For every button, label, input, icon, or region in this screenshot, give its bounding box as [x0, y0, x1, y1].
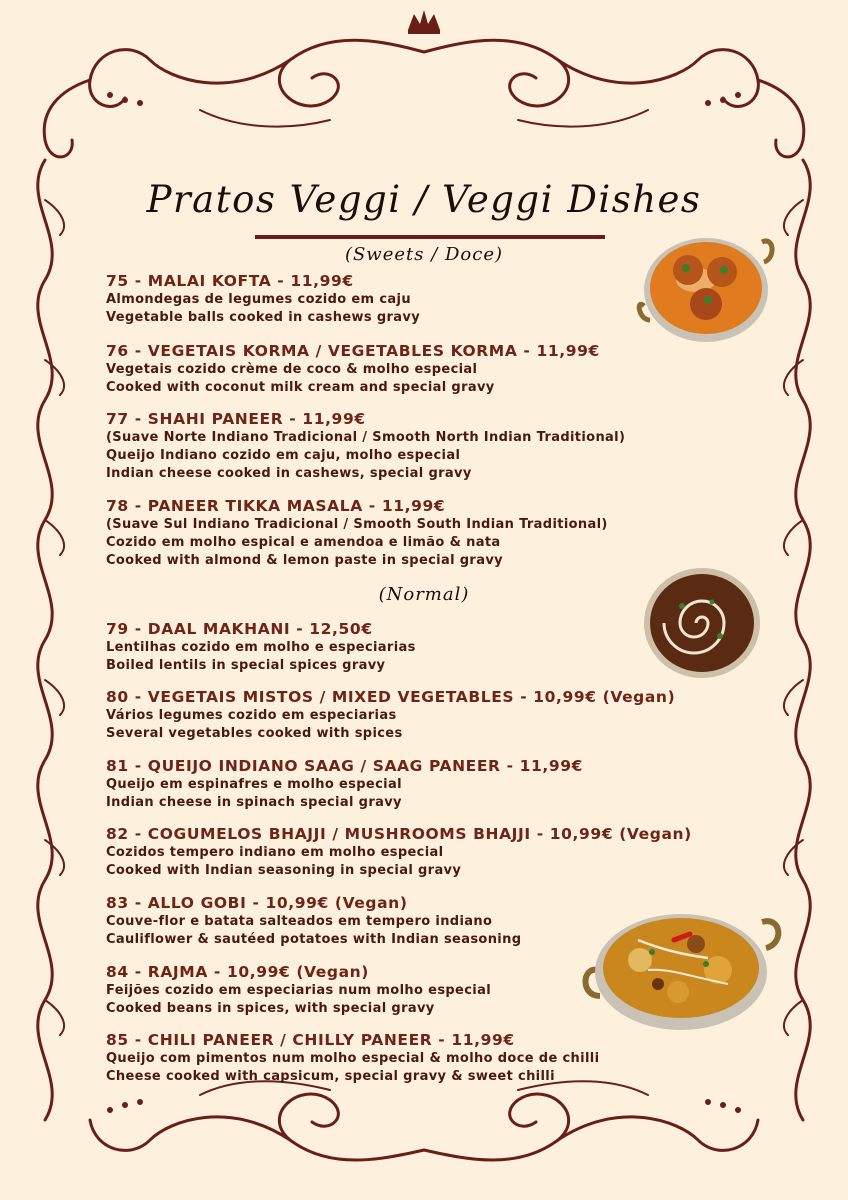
menu-item-description: Vegetais cozido crème de coco & molho especial [106, 362, 478, 377]
title-underline [255, 235, 605, 239]
menu-item-description: Cheese cooked with capsicum, special gravy & sweet chilli [106, 1069, 555, 1084]
menu-item-title: 80 - VEGETAIS MISTOS / MIXED VEGETABLES - 10,99€ (Vegan) [106, 688, 676, 706]
crown-ornament-icon [408, 10, 440, 34]
menu-item-title: 78 - PANEER TIKKA MASALA - 11,99€ [106, 497, 446, 515]
mixed-curry-dish-image [578, 900, 784, 1036]
menu-item [106, 497, 786, 570]
menu-item-description: Indian cheese in spinach special gravy [106, 795, 402, 810]
daal-makhani-dish-image [642, 566, 762, 680]
menu-item-description: Vegetable balls cooked in cashews gravy [106, 310, 421, 325]
menu-item-title: 75 - MALAI KOFTA - 11,99€ [106, 272, 354, 290]
menu-item-title: 77 - SHAHI PANEER - 11,99€ [106, 410, 366, 428]
malai-kofta-dish-image [636, 228, 776, 346]
menu-item-description: Cooked with almond & lemon paste in special gravy [106, 553, 503, 568]
menu-item-title: 85 - CHILI PANEER / CHILLY PANEER - 11,99€ [106, 1031, 515, 1049]
menu-item-description: Cooked beans in spices, with special gravy [106, 1001, 435, 1016]
section-label-normal: (Normal) [378, 584, 470, 605]
menu-item-title: 83 - ALLO GOBI - 10,99€ (Vegan) [106, 894, 408, 912]
menu-item-description: Cauliflower & sautéed potatoes with Indian seasoning [106, 932, 522, 947]
menu-item-description: Almondegas de legumes cozido em caju [106, 292, 411, 307]
menu-item-description: Cooked with Indian seasoning in special gravy [106, 863, 462, 878]
menu-item [106, 825, 786, 894]
menu-item-description: Several vegetables cooked with spices [106, 726, 403, 741]
menu-item-description: Lentilhas cozido em molho e especiarias [106, 640, 416, 655]
menu-item-description: Vários legumes cozido em especiarias [106, 708, 397, 723]
menu-item-description: Cooked with coconut milk cream and special gravy [106, 380, 495, 395]
menu-item-description: Cozido em molho espical e amendoa e limão & nata [106, 535, 501, 550]
menu-item-title: 84 - RAJMA - 10,99€ (Vegan) [106, 963, 369, 981]
menu-item [106, 1031, 786, 1086]
menu-item-description: Queijo Indiano cozido em caju, molho especial [106, 448, 461, 463]
menu-item-description: (Suave Norte Indiano Tradicional / Smooth North Indian Traditional) [106, 430, 626, 445]
menu-item-description: Cozidos tempero indiano em molho especial [106, 845, 444, 860]
menu-item-title: 79 - DAAL MAKHANI - 12,50€ [106, 620, 373, 638]
menu-item [106, 410, 786, 497]
menu-item-description: Indian cheese cooked in cashews, special gravy [106, 466, 472, 481]
menu-item-description: Couve-flor e batata salteados em tempero indiano [106, 914, 493, 929]
menu-item-description: (Suave Sul Indiano Tradicional / Smooth South Indian Traditional) [106, 517, 608, 532]
menu-item-description: Queijo em espinafres e molho especial [106, 777, 402, 792]
page-title: Pratos Veggi / Veggi Dishes [146, 178, 702, 221]
menu-item-description: Queijo com pimentos num molho especial & molho doce de chilli [106, 1051, 600, 1066]
menu-item [106, 342, 786, 410]
menu-item-description: Feijões cozido em especiarias num molho especial [106, 983, 492, 998]
menu-item-title: 76 - VEGETAIS KORMA / VEGETABLES KORMA - 11,99€ [106, 342, 600, 360]
section-label-sweets: (Sweets / Doce) [344, 244, 504, 265]
menu-item-description: Boiled lentils in special spices gravy [106, 658, 386, 673]
menu-item-title: 81 - QUEIJO INDIANO SAAG / SAAG PANEER - 11,99€ [106, 757, 584, 775]
menu-item-title: 82 - COGUMELOS BHAJJI / MUSHROOMS BHAJJI - 10,99€ (Vegan) [106, 825, 692, 843]
menu-item [106, 688, 786, 757]
menu-item [106, 757, 786, 825]
